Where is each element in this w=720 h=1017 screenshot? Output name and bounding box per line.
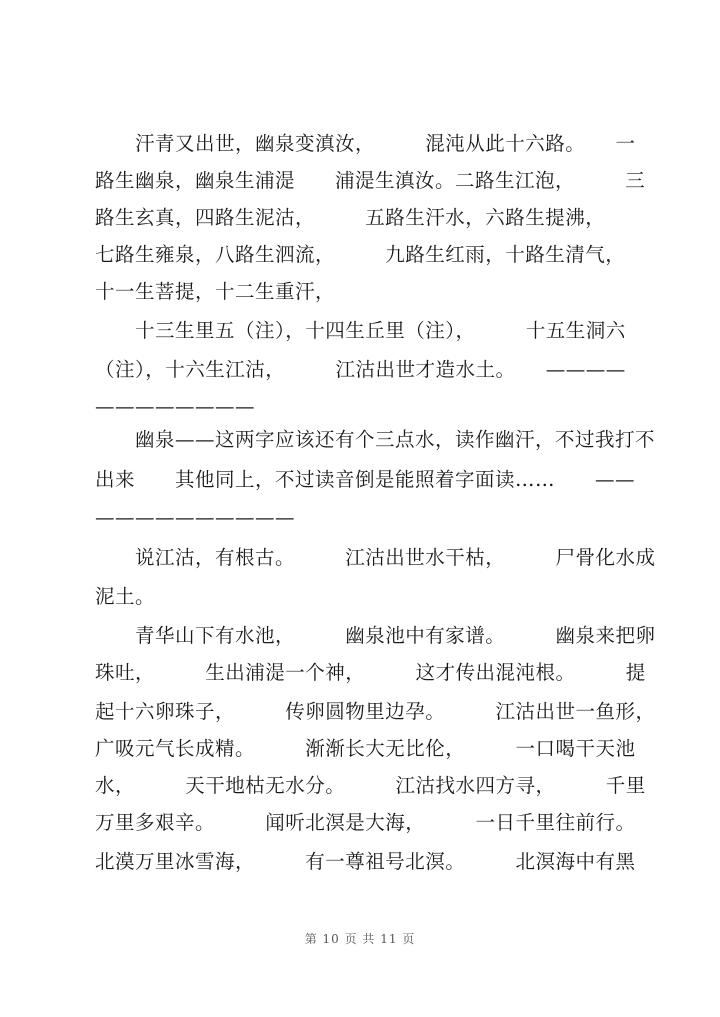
text-line: 北漠万里冰雪海， 有一尊祖号北溟。 北溟海中有黑 [95,850,636,873]
text-line: （注），十六生江沽， 江沽出世才造水土。 ———— [95,358,626,381]
text-line: —————————— [95,506,295,529]
text-line: 青华山下有水池， 幽泉池中有家谱。 幽泉来把卵 [95,624,656,647]
text-line: 路生玄真，四路生泥沽， 五路生汗水，六路生提沸， [95,206,606,229]
text-line: 水， 天干地枯无水分。 江沽找水四方寻， 千里 [95,774,646,797]
text-line: 路生幽泉，幽泉生浦湜 浦湜生滇汝。二路生江泡， 三 [95,169,646,192]
text-line: 广吸元气长成精。 渐渐长大无比伦， 一口喝干天池 [95,737,636,760]
text-line: 万里多艰辛。 闻听北溟是大海， 一日千里往前行。 [95,811,636,834]
text-line: ———————— [95,395,255,418]
text-line: 珠吐， 生出浦湜一个神， 这才传出混沌根。 提 [95,661,646,684]
text-line: 出来 其他同上，不过读音倒是能照着字面读…… —— [95,468,636,491]
page-number-footer: 第 10 页 共 11 页 [304,932,416,946]
text-line: 七路生雍泉，八路生泗流， 九路生红雨，十路生清气， [95,243,626,266]
text-line: 汗青又出世，幽泉变滇汝， 混沌从此十六路。 一 [95,132,636,155]
text-line: 泥土。 [95,585,156,608]
text-line: 十一生菩提，十二生重汗， [95,280,336,303]
text-line: 起十六卵珠子， 传卵圆物里边孕。 江沽出世一鱼形， [95,700,656,723]
text-line: 十三生里五（注），十四生丘里（注）， 十五生洞六 [95,319,626,342]
text-line: 幽泉——这两字应该还有个三点水，读作幽汗，不过我打不 [95,428,656,451]
text-line: 说江沽，有根古。 江沽出世水干枯， 尸骨化水成 [95,546,656,569]
